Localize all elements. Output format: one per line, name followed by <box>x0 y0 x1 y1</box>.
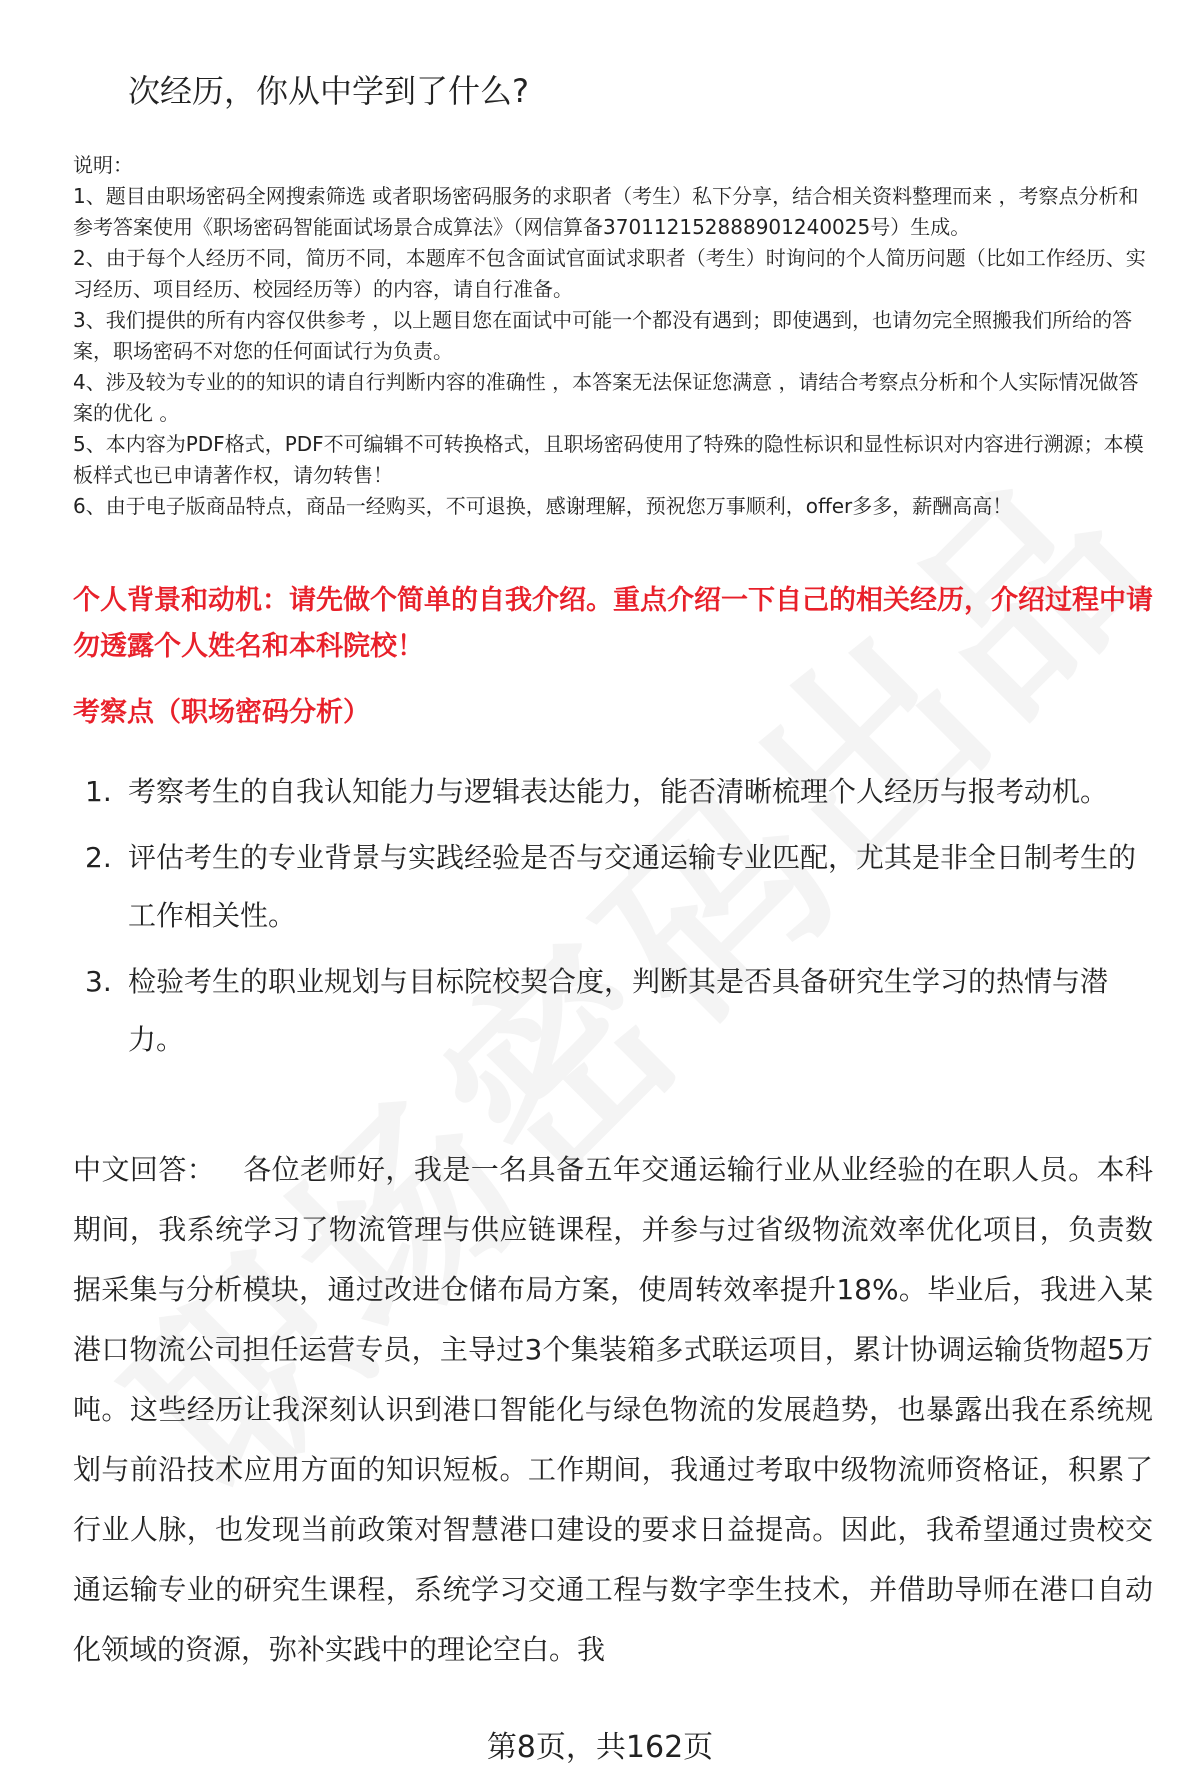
analysis-heading: 考察点（职场密码分析） <box>73 697 370 728</box>
point-text: 评估考生的专业背景与实践经验是否与交通运输专业匹配，尤其是非全日制考生的工作相关性。 <box>128 841 1137 932</box>
notes-item: 2、由于每个人经历不同，简历不同，本题库不包含面试官面试求职者（考生）时询问的个人简历问题（比如工作经历、实习经历、项目经历、校园经历等）的内容，请自行准备。 <box>73 246 1146 301</box>
continued-question: 次经历，你从中学到了什么? <box>128 72 529 110</box>
analysis-point <box>73 953 1153 1069</box>
point-number: 2. <box>85 841 112 874</box>
notes-title: 说明： <box>73 153 133 177</box>
analysis-point <box>73 763 1153 821</box>
answer-section <box>73 1140 1153 1680</box>
notes-item: 6、由于电子版商品特点，商品一经购买，不可退换，感谢理解，预祝您万事顺利，offer多多，薪酬高高！ <box>73 494 1013 518</box>
notes-item: 1、题目由职场密码全网搜索筛选 或者职场密码服务的求职者（考生）私下分享，结合相关资料整理而来 ，考察点分析和参考答案使用《职场密码智能面试场景合成算法》（网信算备370112152888901240025号）生成。 <box>73 184 1139 239</box>
notes-item: 5、本内容为PDF格式，PDF不可编辑不可转换格式，且职场密码使用了特殊的隐性标识和显性标识对内容进行溯源；本模板样式也已申请著作权，请勿转售！ <box>73 432 1144 487</box>
point-text: 考察考生的自我认知能力与逻辑表达能力，能否清晰梳理个人经历与报考动机。 <box>128 775 1109 808</box>
question-title: 个人背景和动机：请先做个简单的自我介绍。重点介绍一下自己的相关经历，介绍过程中请勿透露个人姓名和本科院校！ <box>73 585 1153 662</box>
answer-label: 中文回答： <box>73 1153 216 1186</box>
notes-item: 3、我们提供的所有内容仅供参考 ，以上题目您在面试中可能一个都没有遇到；即使遇到，也请勿完全照搬我们所给的答案，职场密码不对您的任何面试行为负责。 <box>73 308 1133 363</box>
notes-item: 4、涉及较为专业的的知识的请自行判断内容的准确性 ，本答案无法保证您满意 ，请结合考察点分析和个人实际情况做答案的优化 。 <box>73 370 1139 425</box>
page-number: 第8页，共162页 <box>486 1730 714 1765</box>
analysis-points <box>73 763 1153 1077</box>
notes-section <box>73 150 1153 522</box>
point-text: 检验考生的职业规划与目标院校契合度，判断其是否具备研究生学习的热情与潜力。 <box>128 965 1109 1056</box>
answer-text: 各位老师好，我是一名具备五年交通运输行业从业经验的在职人员。本科期间，我系统学习了物流管理与供应链课程，并参与过省级物流效率优化项目，负责数据采集与分析模块，通过改进仓储布局方案，使周转效率提升18%。毕业后，我进入某港口物流公司担任运营专员，主导过3个集装箱多式联运项目，累计协调运输货物超5万吨。这些经历让我深刻认识到港口智能化与绿色物流的发展趋势，也暴露出我在系统规划与前沿技术应用方面的知识短板。工作期间，我通过考取中级物流师资格证，积累了行业人脉，也发现当前政策对智慧港口建设的要求日益提高。因此，我希望通过贵校交通运输专业的研究生课程，系统学习交通工程与数字孪生技术，并借助导师在港口自动化领域的资源，弥补实践中的理论空白。我 <box>73 1153 1153 1666</box>
analysis-point <box>73 829 1153 945</box>
point-number: 3. <box>85 965 112 998</box>
point-number: 1. <box>85 775 112 808</box>
